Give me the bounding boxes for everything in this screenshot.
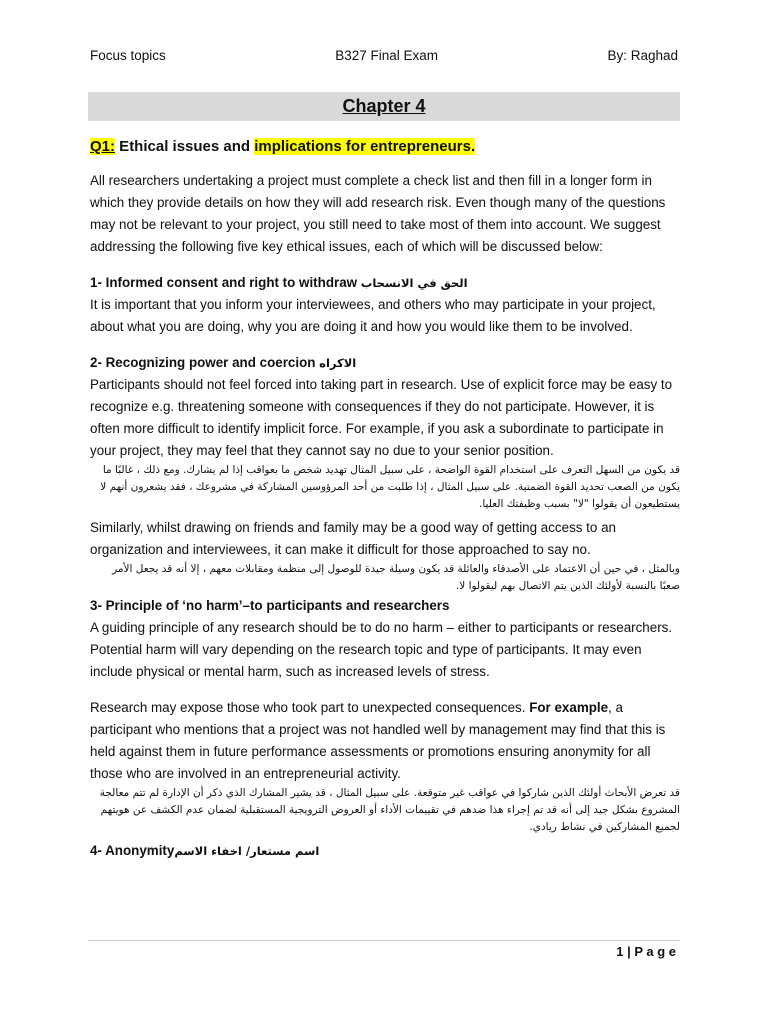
section-2-body-2-arabic: وبالمثل ، في حين أن الاعتماد على الأصدقاء والعائلة قد يكون وسيلة جيدة للوصول إلى منظمة ومقابلات معهم ، إلا أنه قد يجعل الأمر صعبًا بالنسبة لأولئك الذين يتم الاتصال بهم ليقولوا لا. [112, 563, 680, 592]
section-3-body: A guiding principle of any research should be to do no harm – either to participants or researchers. Potential harm will vary depending on the research topic and type of participants. It may even include physical or mental harm, such as increased levels of stress. [90, 620, 673, 679]
section-1-body: It is important that you inform your interviewees, and others who may participate in your project, about what you are doing, why you are doing it and how you would like them to be involved. [90, 297, 656, 334]
question-heading [90, 136, 680, 158]
section-3-body-2-arabic: قد تعرض الأبحاث أولئك الذين شاركوا في عواقب غير متوقعة. على سبيل المثال ، قد يشير المشارك الذي ذكر أن الإدارة لم تتم معالجة المشروع بشكل جيد إلى أنه قد تم إجراء هذا ضدهم في تقييمات الأداء أو العروض الترويجية المستقبلية لضمان عدم الكشف عن هويتهم لجميع المشاركين في نشاط ريادي. [99, 787, 680, 833]
chapter-banner [88, 92, 680, 121]
section-3-body-2-pre: Research may expose those who took part to unexpected consequences. [90, 700, 530, 715]
section-3-body-2-post: , a participant who mentions that a project was not handled well by management may find that this is held against them in future performance assessments or promotions ensuring anonymity for all those who are involved in an entrepreneurial activity. [90, 700, 666, 781]
question-text-highlight: implications for entrepreneurs. [254, 138, 476, 155]
section-heading-1 [90, 272, 680, 294]
question-text: Ethical issues and [115, 138, 255, 155]
section-heading-4-text: 4- Anonymity [90, 843, 175, 858]
section-2-body-2: Similarly, whilst drawing on friends and family may be a good way of getting access to an organization and interviewees, it can make it difficult for those approached to say no. [90, 520, 616, 557]
section-heading-1-text: 1- Informed consent and right to withdraw [90, 275, 361, 290]
document-body [90, 136, 680, 862]
question-label: Q1: [90, 138, 116, 155]
section-heading-2-arabic: الاكراه [319, 356, 357, 370]
section-3-body-2 [90, 697, 680, 785]
section-3-body-2-bold: For example [529, 700, 609, 715]
page-header [90, 48, 678, 63]
chapter-title: Chapter 4 [342, 96, 426, 116]
page-number: 1 | P a g e [616, 944, 676, 959]
section-heading-4 [90, 840, 680, 862]
section-heading-2-text: 2- Recognizing power and coercion [90, 355, 320, 370]
section-heading-3: 3- Principle of ‘no harm’–to participants and researchers [90, 598, 450, 613]
section-heading-1-arabic: الحق في الانسحاب [360, 276, 468, 290]
section-2-body: Participants should not feel forced into taking part in research. Use of explicit force may be easy to recognize e.g. threatening someone with consequences if they do not participate. However, it is often more difficult to identify implicit force. For example, if you ask a subordinate to participate in your project, they may feel that they cannot say no due to your senior position. [90, 377, 673, 458]
section-heading-4-arabic: اسم مستعار/ اخفاء الاسم [174, 844, 320, 858]
header-center: B327 Final Exam [335, 48, 439, 63]
section-2-body-arabic: قد يكون من السهل التعرف على استخدام القوة الواضحة ، على سبيل المثال تهديد شخص ما بعواقب إذا لم يشارك. ومع ذلك ، غالبًا ما يكون من الصعب تحديد القوة الضمنية. على سبيل المثال ، إذا طلبت من أحد المرؤوسين المشاركة في مشروعك ، فقد يشعرون أنهم لا يستطيعون أن يقولوا "لا" بسبب وظيفتك العليا. [100, 464, 680, 510]
intro-paragraph: All researchers undertaking a project must complete a check list and then fill in a longer form in which they provide details on how they will add research risk. Even though many of the questions may not be relevant to your project, you still need to take most of them into account. We suggest addressing the following five key ethical issues, each of which will be discussed below: [90, 173, 666, 254]
section-heading-2 [90, 352, 680, 374]
header-left: Focus topics [90, 48, 166, 63]
footer-divider [88, 940, 680, 941]
header-right: By: Raghad [607, 48, 678, 63]
